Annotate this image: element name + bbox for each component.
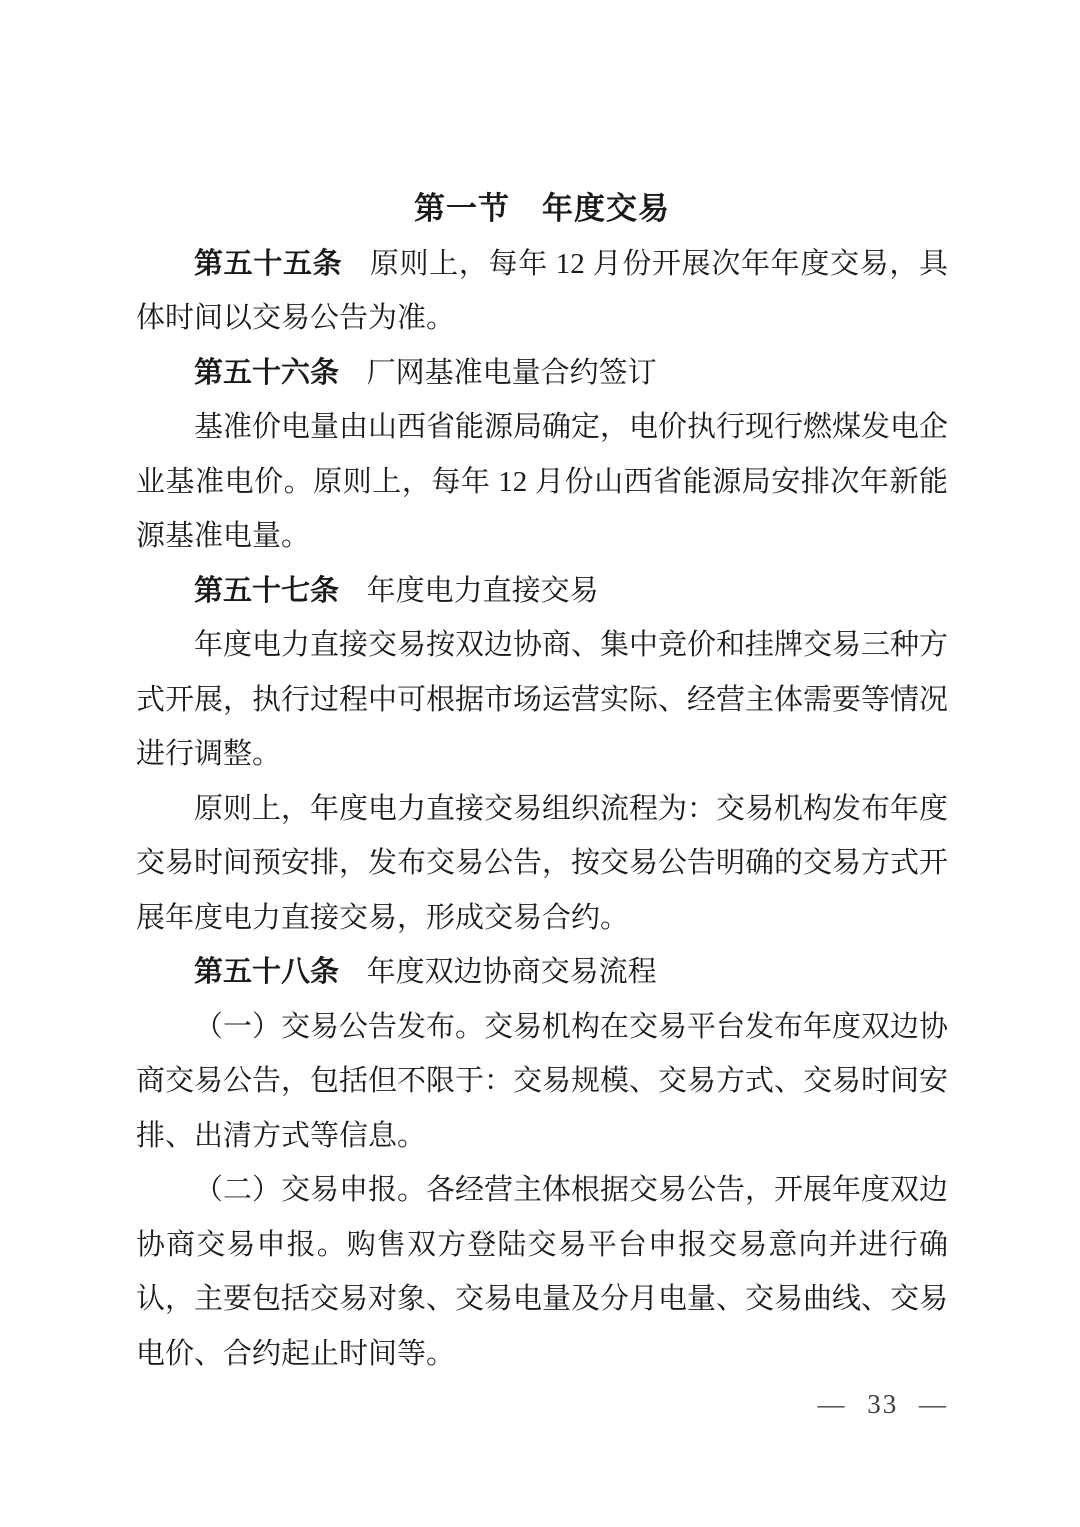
section-title: 第一节 年度交易 [414, 191, 670, 226]
paragraph-text: （一）交易公告发布。交易机构在交易平台发布年度双边协商交易公告，包括但不限于：交易规模、交易方式、交易时间安排、出清方式等信息。 [136, 1010, 949, 1152]
article-number: 第五十八条 [194, 956, 340, 988]
paragraph-text: 年度双边协商交易流程 [366, 956, 657, 988]
paragraph [136, 1000, 948, 1164]
article-number: 第五十五条 [194, 247, 343, 280]
paragraph [136, 237, 948, 346]
paragraph [136, 945, 948, 1000]
paragraph-text: 原则上，每年 12 月份开展次年年度交易，具体时间以交易公告为准。 [136, 247, 948, 334]
article-number: 第五十七条 [194, 574, 340, 607]
paragraph [136, 564, 948, 619]
paragraph-text: 厂网基准电量合约签订 [366, 356, 657, 389]
paragraph-text: （二）交易申报。各经营主体根据交易公告，开展年度双边协商交易申报。购售双方登陆交易平台申报交易意向并进行确认，主要包括交易对象、交易电量及分月电量、交易曲线、交易电价、合约起止时间等。 [136, 1174, 949, 1370]
article-number: 第五十六条 [194, 356, 340, 389]
paragraph [136, 782, 948, 946]
page-number: — 33 — [817, 1389, 948, 1419]
paragraph-text: 原则上，年度电力直接交易组织流程为：交易机构发布年度交易时间预安排，发布交易公告，按交易公告明确的交易方式开展年度电力直接交易，形成交易合约。 [136, 792, 949, 934]
paragraph-text: 年度电力直接交易按双边协商、集中竞价和挂牌交易三种方式开展，执行过程中可根据市场运营实际、经营主体需要等情况进行调整。 [136, 629, 949, 770]
paragraph [136, 1163, 948, 1381]
paragraph-text: 年度电力直接交易 [366, 574, 599, 607]
paragraph [136, 400, 948, 564]
paragraph [136, 618, 948, 782]
document-body [136, 182, 948, 1381]
paragraph-text: 基准价电量由山西省能源局确定，电价执行现行燃煤发电企业基准电价。原则上，每年 12 月份山西省能源局安排次年新能源基准电量。 [136, 411, 949, 552]
paragraph [136, 346, 948, 401]
